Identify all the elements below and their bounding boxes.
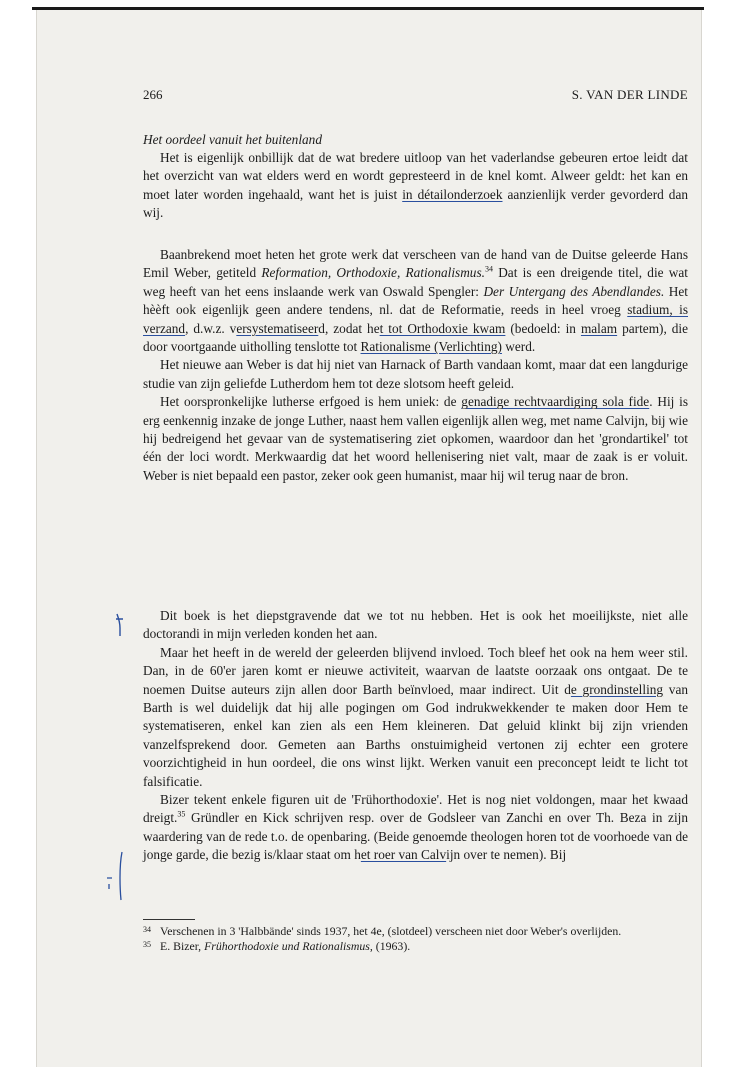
footnote-ref: 35 bbox=[177, 810, 186, 820]
paragraph-6 bbox=[143, 644, 688, 791]
page-number: 266 bbox=[143, 87, 163, 102]
text-run: ijn over te nemen). Bij bbox=[446, 847, 567, 863]
text-run: aanzienlijk verder gevorderd dan wij. bbox=[143, 186, 689, 221]
running-header bbox=[143, 86, 688, 106]
paragraph-5: Dit boek is het diepstgravende dat we tot nu hebben. Het is ook het moeilijkste, niet alle doctorandi in mijn verleden konden het aan. bbox=[143, 608, 688, 642]
text-run: Het hèèft ook eigenlijk geen andere tendens, nl. dat de Reformatie, reeds in heel vroeg bbox=[143, 283, 688, 318]
footnote-number: 34 bbox=[143, 925, 151, 934]
text-run: (bedoeld: in bbox=[505, 320, 581, 336]
text-run: Baanbrekend moet heten het grote werk dat verscheen van de hand van de Duitse geleerde Hans Emil Weber, getiteld bbox=[143, 247, 688, 281]
footnote-ref: 34 bbox=[484, 264, 493, 274]
paragraph-7 bbox=[143, 791, 688, 865]
text-run: Bizer tekent enkele figuren uit de 'Frühorthodoxie'. Het is nog niet voldongen, maar het kwaad dreigt. bbox=[143, 792, 688, 826]
footnote-rule bbox=[143, 919, 195, 920]
margin-mark-check bbox=[116, 614, 123, 636]
book-page bbox=[36, 10, 702, 1067]
paragraph-3: Het nieuwe aan Weber is dat hij niet van Harnack of Barth vandaan komt, maar dat een langdurige studie van zijn geliefde Lutherdom hem tot deze slotsom heeft geleid. bbox=[143, 357, 688, 391]
pen-underline: in détailonderzoek bbox=[402, 186, 503, 202]
footnotes bbox=[143, 924, 688, 953]
pen-underline: stadium, is verzand bbox=[143, 302, 688, 336]
paragraph-5-block bbox=[143, 607, 688, 865]
book-title: Der Untergang des Abendlandes. bbox=[483, 283, 665, 299]
paragraph-4 bbox=[143, 393, 688, 485]
footnote-35 bbox=[143, 939, 688, 954]
running-head-author: S. VAN DER LINDE bbox=[571, 87, 688, 102]
margin-mark-bracket bbox=[120, 852, 122, 900]
text-run: Gründler en Kick schrijven resp. over de Godsleer van Zanchi en over Th. Beza in zijn waardering van de rede t.o. de openbaring. (Beide genoemde theologen horen tot de voorhoede van de jonge garde, die bezig is/klaar staat om h bbox=[143, 810, 688, 863]
pen-underline: e grondinstelling bbox=[570, 681, 664, 697]
pen-underline: Rationalisme (Verlichting) bbox=[360, 339, 502, 355]
text-run: werd. bbox=[501, 339, 536, 355]
text-run: d, zodat he bbox=[318, 320, 380, 336]
text-run: , d.w.z. v bbox=[185, 320, 237, 336]
text-run: . Hij is erg eenkennig inzake de jonge Luther, naast hem vallen eigenlijk allen weg, met name Calvijn, bij wie hij bedreigend het gevaar van de systematisering ziet opkomen, waardoor dan het 'grondartikel' tot één der loci wordt. Merkwaardig dat het woord hellenisering niet valt, maar de zaak is er voluit. Weber is niet bepaald een pastor, zeker ook geen humanist, maar hij wil terug naar de bron. bbox=[143, 394, 688, 483]
footnote-34 bbox=[143, 924, 688, 939]
pen-underline: t tot Orthodoxie kwam bbox=[379, 320, 506, 336]
text-run: partem), die door voortgaande uitholling tenslotte tot bbox=[143, 320, 689, 355]
text-run: Het oorspronkelijke lutherse erfgoed is hem uniek: de bbox=[160, 394, 462, 410]
text-run: Dat is een dreigende titel, die wat weg heeft van het eens inslaande werk van Oswald Spengler: bbox=[143, 265, 688, 299]
text-run: Het is eigenlijk onbillijk dat de wat bredere uitloop van het vaderlandse gebeuren ertoe leidt dat het overzicht van wat elders werd en wordt gepresteerd in de knel komt. Alweer geldt: het kan en moet later worden ingehaald, want het is juist bbox=[143, 150, 688, 202]
pen-underline: et roer van Calv bbox=[360, 847, 447, 863]
paragraph-2 bbox=[143, 246, 688, 485]
footnote-number: 35 bbox=[143, 939, 151, 949]
footnote-text: E. Bizer, bbox=[160, 938, 205, 953]
pen-underline: genadige rechtvaardiging sola fide bbox=[461, 394, 650, 410]
pen-underline: malam bbox=[580, 320, 618, 336]
pen-underline: ersystematiseer bbox=[236, 320, 319, 336]
text-run: van Barth is wel duidelijk dat hij alle pogingen om God indrukwekkender te maken door Hem te systematiseren, enkel kan zien als een Hem kleineren. Dat geluid klinkt bij zijn vrienden vanzelfsprekend door. Gemeten aan Barths onstuimigheid vertonen zij echter een grotere voorzichtigheid in hun oordeel, die ons winst lijkt. Werken vanuit een preconcept leidt te licht tot falsificatie. bbox=[143, 681, 688, 789]
book-title: Reformation, Orthodoxie, Rationalismus. bbox=[261, 265, 485, 281]
margin-pen-marks bbox=[37, 10, 157, 1067]
paragraph-1 bbox=[143, 149, 688, 223]
margin-mark-dash bbox=[107, 878, 112, 889]
footnote-book-title: Frühorthodoxie und Rationalismus, bbox=[204, 938, 373, 953]
footnote-text: Verschenen in 3 'Halbbände' sinds 1937, het 4e, (slotdeel) verscheen niet door Weber's overlijden. bbox=[160, 924, 622, 938]
section-heading: Het oordeel vanuit het buitenland bbox=[143, 132, 322, 147]
footnote-text: (1963). bbox=[372, 938, 411, 953]
text-run: Maar het heeft in de wereld der geleerden blijvend invloed. Toch bleef het ook na hem weer stil. Dan, in de 60'er jaren komt er nieuwe activiteit, waarvan de laatste oorzaak ons ontgaat. De te noemen Duitse auteurs zijn allen door Barth beïnvloed, maar indirect. Uit d bbox=[143, 644, 688, 697]
